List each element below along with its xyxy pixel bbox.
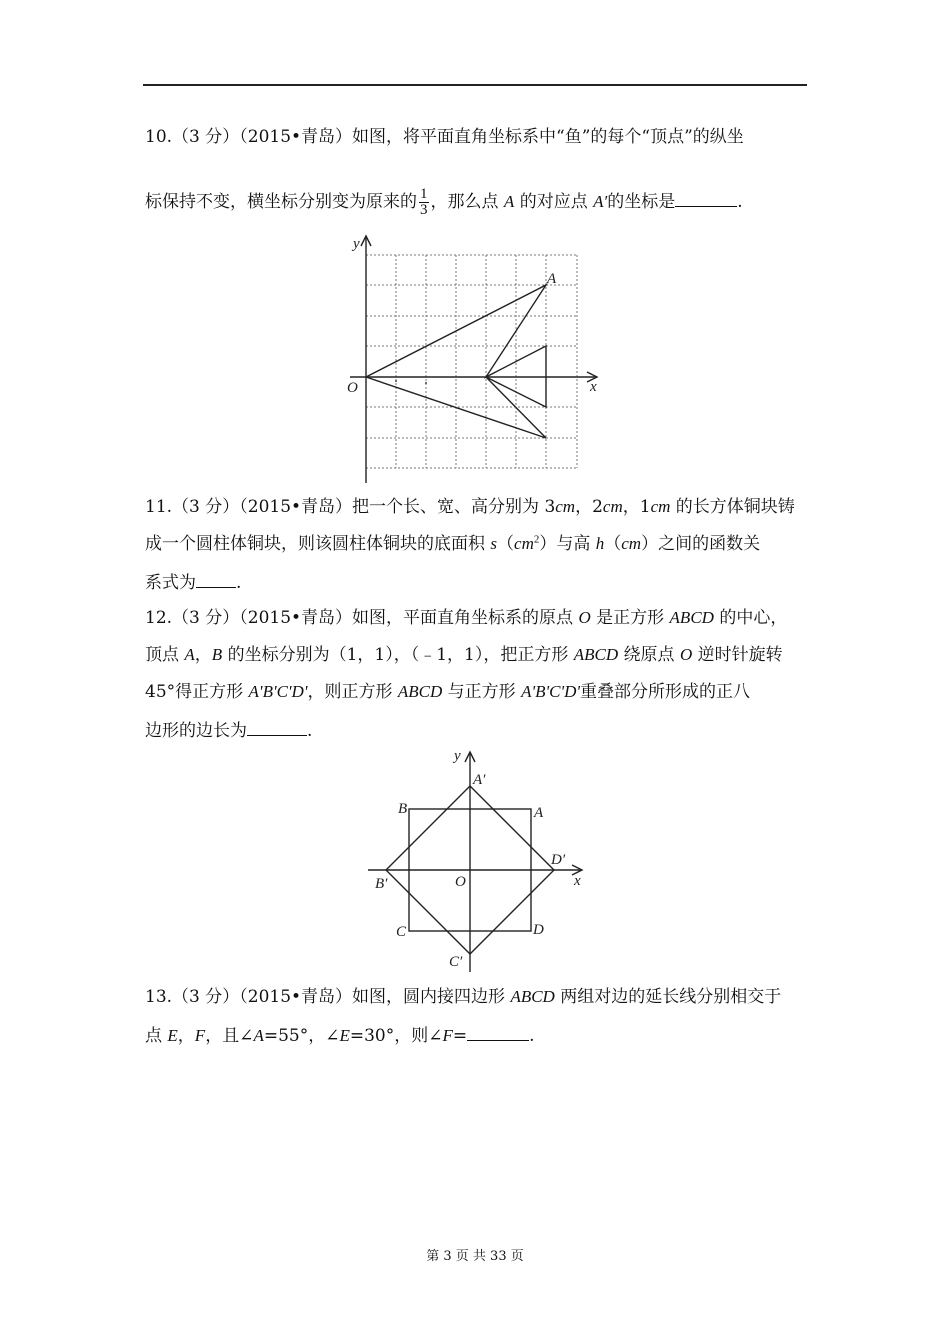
q12-line2: 顶点 A，B 的坐标分别为（1，1），（﹣1，1），把正方形 ABCD 绕原点 O 逆时针旋转	[145, 645, 783, 665]
q13-line2: 点 E，F，且∠A=55°，∠E=30°，则∠F= .	[145, 1022, 535, 1048]
q12-line4: 边形的边长为 .	[145, 717, 312, 743]
point-D-label: D	[533, 922, 544, 938]
point-D-prime-label: D′	[551, 852, 566, 868]
answer-blank	[675, 188, 737, 207]
q11-line1: 11.（3 分）（2015•青岛）把一个长、宽、高分别为 3cm，2cm，1cm 的长方体铜块铸	[145, 497, 795, 517]
point-B-prime-label: B′	[375, 876, 388, 892]
header-rule	[143, 84, 807, 86]
origin-label: O	[455, 874, 466, 890]
answer-blank	[196, 569, 236, 588]
q13-line1: 13.（3 分）（2015•青岛）如图，圆内接四边形 ABCD 两组对边的延长线分别相交于	[145, 987, 782, 1007]
x-label: x	[574, 873, 581, 889]
fish-figure	[340, 228, 605, 486]
fraction-one-third: $\frac{1}{3}$	[420, 186, 428, 218]
point-C-prime-label: C′	[449, 954, 463, 970]
answer-blank	[467, 1022, 529, 1041]
q12-line3: 45°得正方形 A'B'C'D'，则正方形 ABCD 与正方形 A'B'C'D'重叠部分所形成的正八	[145, 682, 751, 702]
q12-line1: 12.（3 分）（2015•青岛）如图，平面直角坐标系的原点 O 是正方形 ABCD 的中心，	[145, 608, 788, 628]
y-label: y	[454, 748, 461, 764]
y-label: y	[353, 236, 360, 252]
point-A-prime-label: A′	[473, 772, 486, 788]
point-A-label: A	[534, 805, 544, 821]
q11-line2: 成一个圆柱体铜块，则该圆柱体铜块的底面积 $s(cm^2)$与高 h（cm）之间的函数关	[145, 533, 761, 554]
point-C-label: C	[396, 924, 407, 940]
x-label: x	[590, 379, 597, 395]
origin-label: O	[347, 380, 358, 396]
page-footer: 第 3 页 共 33 页	[426, 1249, 524, 1264]
point-A-label: A	[547, 271, 557, 287]
q10-line1: 10.（3 分）（2015•青岛）如图，将平面直角坐标系中“鱼”的每个“顶点”的纵坐	[145, 127, 744, 147]
squares-figure	[360, 740, 590, 975]
q10-line2: 标保持不变，横坐标分别变为原来的 $\frac{1}{3}$ ，那么点 A 的对应点 A′的坐标是 .	[145, 186, 743, 218]
point-B-label: B	[398, 801, 408, 817]
answer-blank	[247, 717, 307, 736]
q11-line3: 系式为 .	[145, 569, 241, 595]
